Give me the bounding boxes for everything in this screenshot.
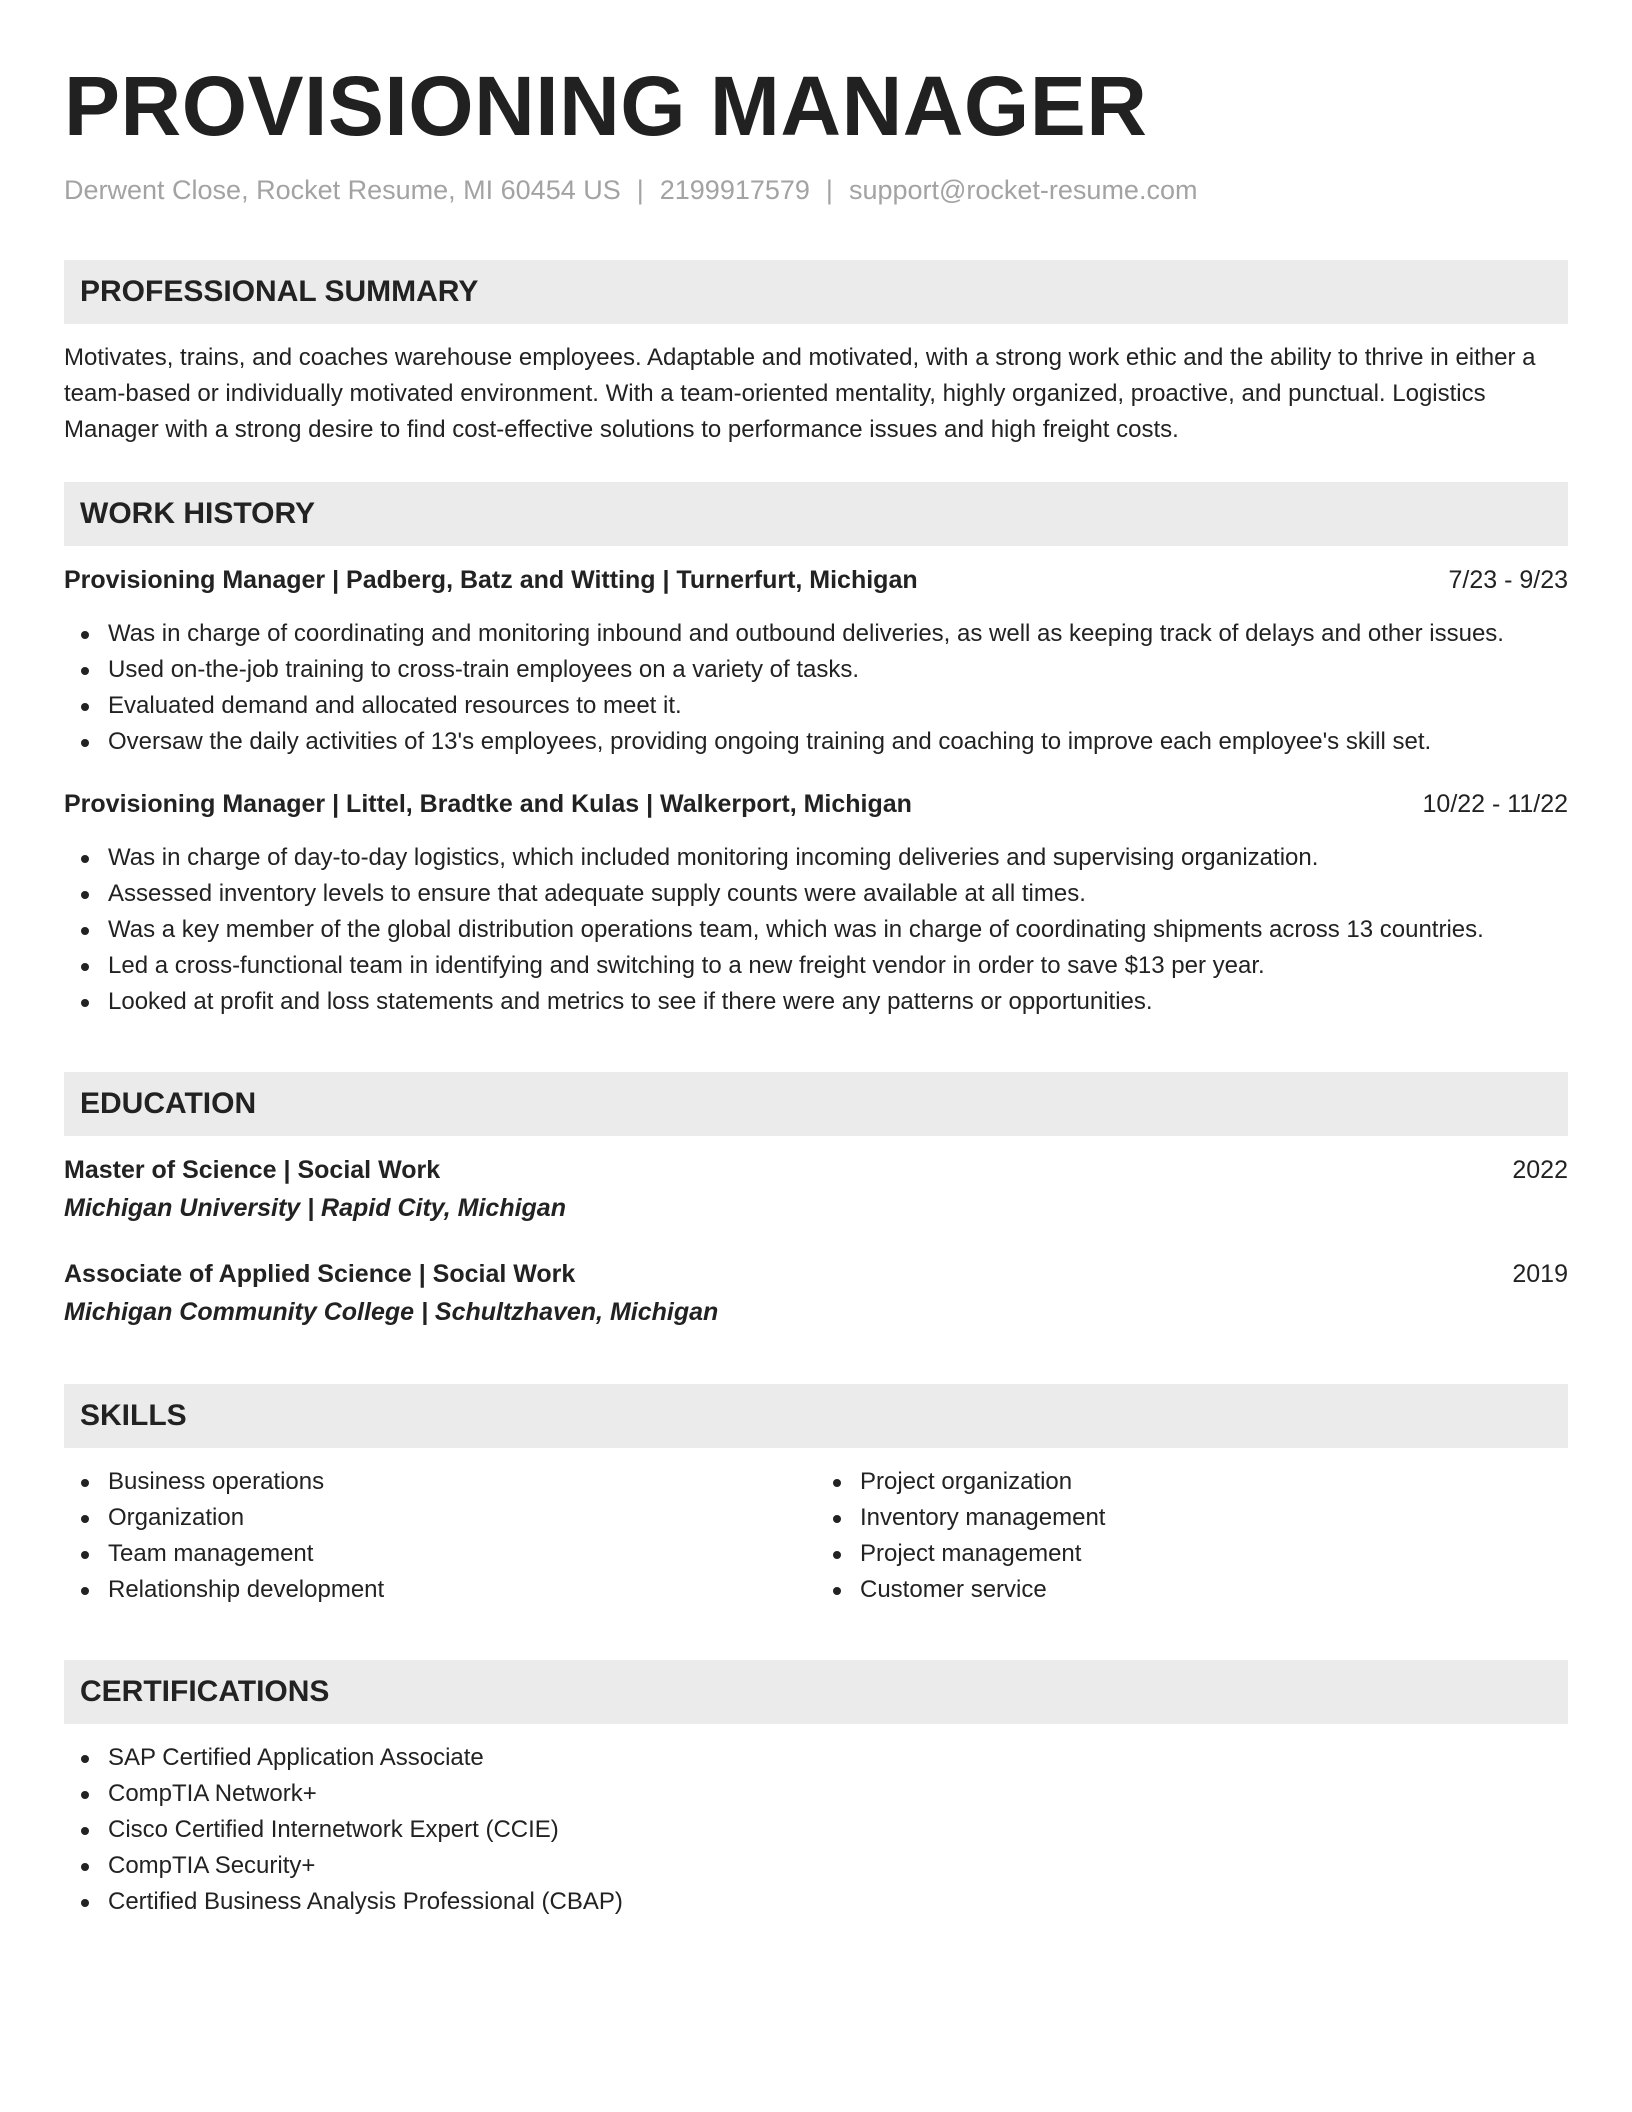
skills-list bbox=[816, 1464, 1568, 1608]
certification-item: Certified Business Analysis Professional (CBAP) bbox=[64, 1884, 1568, 1920]
skills-column-left bbox=[64, 1464, 816, 1608]
job-dates: 10/22 - 11/22 bbox=[1422, 790, 1568, 818]
contact-email: support@rocket-resume.com bbox=[848, 175, 1198, 205]
section-header-skills: SKILLS bbox=[64, 1384, 1568, 1448]
job-bullet: Was in charge of day-to-day logistics, which included monitoring incoming deliveries and supervising organization. bbox=[64, 840, 1568, 876]
skill-item: Organization bbox=[64, 1500, 816, 1536]
skill-item: Team management bbox=[64, 1536, 816, 1572]
education-degree: Associate of Applied Science | Social Work bbox=[64, 1260, 576, 1288]
section-header-certifications: CERTIFICATIONS bbox=[64, 1660, 1568, 1724]
skill-item: Customer service bbox=[816, 1572, 1568, 1608]
education-header bbox=[64, 1152, 1568, 1188]
skills-grid bbox=[64, 1464, 1568, 1608]
certification-item: SAP Certified Application Associate bbox=[64, 1740, 1568, 1776]
education-year: 2022 bbox=[1512, 1156, 1568, 1184]
education-entry bbox=[64, 1152, 1568, 1228]
skill-item: Project management bbox=[816, 1536, 1568, 1572]
candidate-name: PROVISIONING MANAGER bbox=[64, 59, 1148, 153]
contact-line bbox=[64, 172, 1568, 208]
contact-phone: 2199917579 bbox=[659, 175, 810, 205]
certification-item: CompTIA Security+ bbox=[64, 1848, 1568, 1884]
job-bullet: Oversaw the daily activities of 13's employees, providing ongoing training and coaching to improve each employee's skill set. bbox=[64, 724, 1568, 760]
education-school: Michigan Community College | Schultzhaven, Michigan bbox=[64, 1298, 719, 1326]
section-header-work-history: WORK HISTORY bbox=[64, 482, 1568, 546]
job-bullet: Looked at profit and loss statements and metrics to see if there were any patterns or opportunities. bbox=[64, 984, 1568, 1020]
skill-item: Inventory management bbox=[816, 1500, 1568, 1536]
certifications-list bbox=[64, 1740, 1568, 1920]
job-bullet: Evaluated demand and allocated resources to meet it. bbox=[64, 688, 1568, 724]
section-header-education: EDUCATION bbox=[64, 1072, 1568, 1136]
skill-item: Business operations bbox=[64, 1464, 816, 1500]
contact-separator: | bbox=[636, 175, 644, 205]
job-entry bbox=[64, 786, 1568, 1020]
education-header bbox=[64, 1256, 1568, 1292]
skill-item: Project organization bbox=[816, 1464, 1568, 1500]
certification-item: Cisco Certified Internetwork Expert (CCIE) bbox=[64, 1812, 1568, 1848]
education-school: Michigan University | Rapid City, Michigan bbox=[64, 1194, 566, 1222]
education-year: 2019 bbox=[1512, 1260, 1568, 1288]
contact-address: Derwent Close, Rocket Resume, MI 60454 US bbox=[64, 175, 621, 205]
job-dates: 7/23 - 9/23 bbox=[1448, 566, 1568, 594]
job-bullet: Assessed inventory levels to ensure that adequate supply counts were available at all times. bbox=[64, 876, 1568, 912]
education-entry bbox=[64, 1256, 1568, 1332]
job-bullet-list bbox=[64, 616, 1568, 760]
section-header-summary: PROFESSIONAL SUMMARY bbox=[64, 260, 1568, 324]
skills-list bbox=[64, 1464, 816, 1608]
job-bullet: Led a cross-functional team in identifying and switching to a new freight vendor in order to save $13 per year. bbox=[64, 948, 1568, 984]
job-header bbox=[64, 562, 1568, 598]
job-header bbox=[64, 786, 1568, 822]
summary-text: Motivates, trains, and coaches warehouse employees. Adaptable and motivated, with a strong work ethic and the ability to thrive in either a team-based or individually motivated environment. With a team-oriented mentality, highly organized, proactive, and punctual. Logistics Manager with a strong desire to find cost-effective solutions to performance issues and high freight costs. bbox=[64, 344, 1536, 443]
job-title: Provisioning Manager | Littel, Bradtke and Kulas | Walkerport, Michigan bbox=[64, 790, 912, 818]
job-entry bbox=[64, 562, 1568, 760]
contact-separator: | bbox=[825, 175, 833, 205]
skill-item: Relationship development bbox=[64, 1572, 816, 1608]
job-bullet: Was a key member of the global distribution operations team, which was in charge of coordinating shipments across 13 countries. bbox=[64, 912, 1568, 948]
certifications-block bbox=[64, 1740, 1568, 1920]
job-title: Provisioning Manager | Padberg, Batz and Witting | Turnerfurt, Michigan bbox=[64, 566, 918, 594]
job-bullet: Was in charge of coordinating and monitoring inbound and outbound deliveries, as well as keeping track of delays and other issues. bbox=[64, 616, 1568, 652]
education-degree: Master of Science | Social Work bbox=[64, 1156, 441, 1184]
job-bullet-list bbox=[64, 840, 1568, 1020]
certification-item: CompTIA Network+ bbox=[64, 1776, 1568, 1812]
job-bullet: Used on-the-job training to cross-train employees on a variety of tasks. bbox=[64, 652, 1568, 688]
skills-column-right bbox=[816, 1464, 1568, 1608]
